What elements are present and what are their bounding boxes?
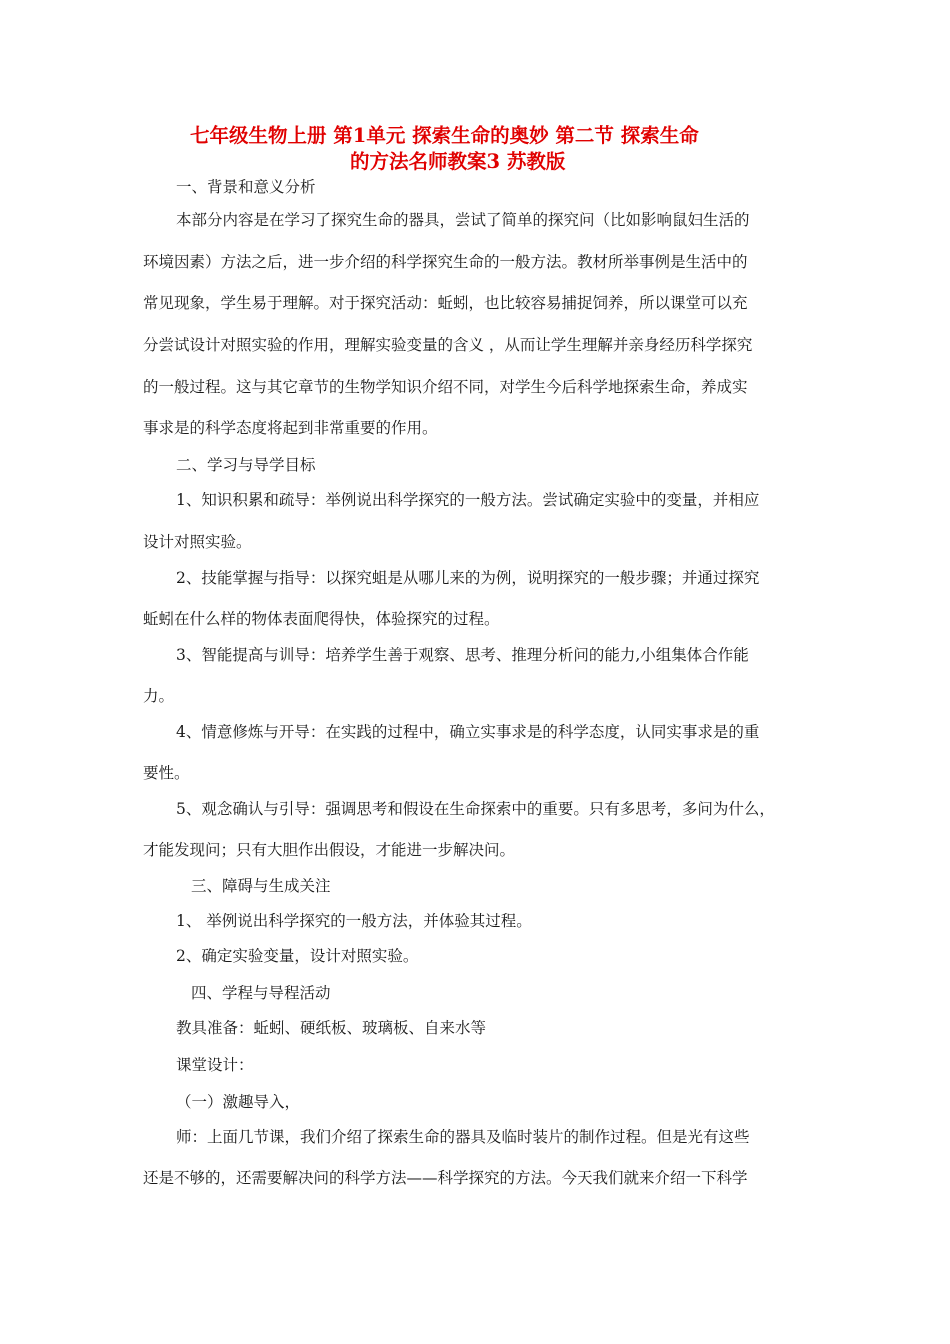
paragraph-line: 事求是的科学态度将起到非常重要的作用。 bbox=[143, 419, 438, 437]
paragraph-line: 5、观念确认与引导：强调思考和假设在生命探索中的重要。只有多思考，多问为什么， bbox=[176, 800, 775, 818]
paragraph-line: 教具准备：蚯蚓、硬纸板、玻璃板、自来水等 bbox=[176, 1019, 487, 1037]
paragraph-line: 的一般过程。这与其它章节的生物学知识介绍不同，对学生今后科学地探索生命，养成实 bbox=[143, 378, 748, 396]
paragraph-line: 3、智能提高与训导：培养学生善于观察、思考、推理分析问的能力,小组集体合作能 bbox=[176, 646, 749, 664]
section-heading-obstacles: 三、障碍与生成关注 bbox=[191, 877, 331, 895]
section-heading-activities: 四、学程与导程活动 bbox=[191, 984, 331, 1002]
paragraph-line: 还是不够的，还需要解决问的科学方法——科学探究的方法。今天我们就来介绍一下科学 bbox=[143, 1169, 748, 1187]
paragraph-line: 分尝试设计对照实验的作用，理解实验变量的含义 ，从而让学生理解并亲身经历科学探究 bbox=[143, 336, 753, 354]
paragraph-line: 本部分内容是在学习了探究生命的器具，尝试了简单的探究问（比如影响鼠妇生活的 bbox=[176, 211, 750, 229]
paragraph-line: 要性。 bbox=[143, 764, 190, 782]
paragraph-line: 1、知识积累和疏导：举例说出科学探究的一般方法。尝试确定实验中的变量，并相应 bbox=[176, 491, 760, 509]
paragraph-line: 环境因素）方法之后，进一步介绍的科学探究生命的一般方法。教材所举事例是生活中的 bbox=[143, 253, 748, 271]
paragraph-line: 力。 bbox=[143, 687, 175, 705]
paragraph-line: 2、技能掌握与指导：以探究蛆是从哪儿来的为例，说明探究的一般步骤；并通过探究 bbox=[176, 569, 760, 587]
list-item: 2、确定实验变量，设计对照实验。 bbox=[176, 947, 419, 965]
section-heading-objectives: 二、学习与导学目标 bbox=[176, 456, 316, 474]
list-item: 1、 举例说出科学探究的一般方法，并体验其过程。 bbox=[176, 912, 532, 930]
paragraph-line: 才能发现问；只有大胆作出假设，才能进一步解决问。 bbox=[143, 841, 516, 859]
paragraph-line: 师：上面几节课，我们介绍了探索生命的器具及临时装片的制作过程。但是光有这些 bbox=[176, 1128, 750, 1146]
paragraph-line: 蚯蚓在什么样的物体表面爬得快，体验探究的过程。 bbox=[143, 610, 500, 628]
document-title-line-1: 七年级生物上册 第1单元 探索生命的奥妙 第二节 探索生命 bbox=[190, 124, 699, 147]
section-heading-background: 一、背景和意义分析 bbox=[176, 178, 316, 196]
paragraph-line: 4、情意修炼与开导：在实践的过程中，确立实事求是的科学态度，认同实事求是的重 bbox=[176, 723, 760, 741]
paragraph-line: 设计对照实验。 bbox=[143, 533, 252, 551]
paragraph-line: 课堂设计： bbox=[176, 1056, 254, 1074]
paragraph-line: 常见现象，学生易于理解。对于探究活动：蚯蚓，也比较容易捕捉饲养，所以课堂可以充 bbox=[143, 294, 748, 312]
subsection-heading: （一）激趣导入， bbox=[176, 1093, 301, 1111]
document-title-line-2: 的方法名师教案3 苏教版 bbox=[350, 150, 566, 173]
